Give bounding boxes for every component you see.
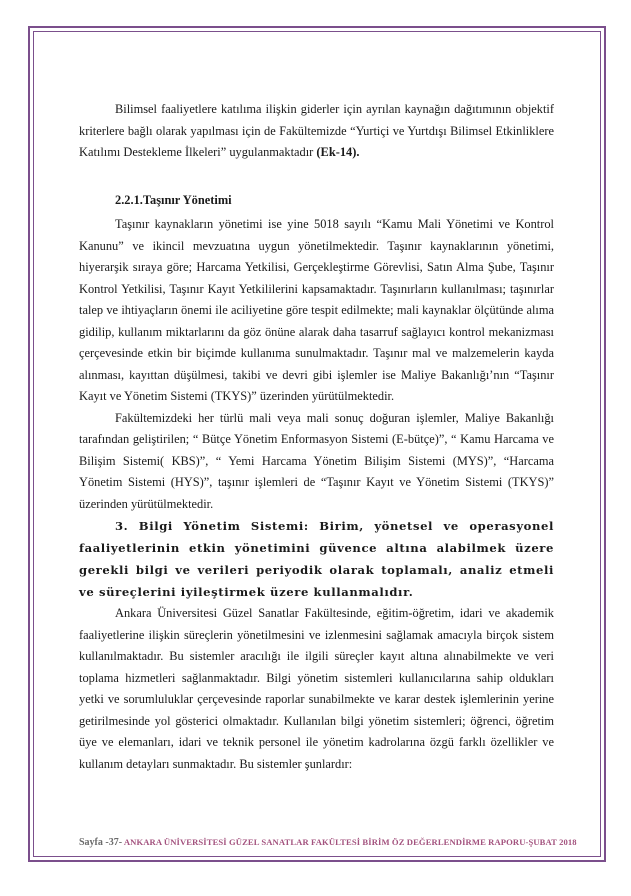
annex-reference: (Ek-14). [316,145,360,159]
paragraph-financial-systems: Fakültemizdeki her türlü mali veya mali sonuç doğuran işlemler, Maliye Bakanlığı tarafından geliştirilen; “ Bütçe Yönetim Enformasyon Sistemi (E-bütçe)”, “ Kamu Harcama ve Bilişim Sistemi( KBS)”, “ Yemi Harcama Yönetim Bilişim Sistemi (MYS)”, “Harcama Yönetim Sistemi (HYS)”, taşınır işlemleri de “Taşınır Kayıt ve Yönetim Sistemi (TKYS)” üzerinden yürütülmektedir. [79,410,554,511]
section-heading-tasinir: 2.2.1.Taşınır Yönetimi [115,192,232,207]
report-title: ANKARA ÜNİVERSİTESİ GÜZEL SANATLAR FAKÜLTESİ BİRİM ÖZ DEĞERLENDİRME RAPORU-ŞUBAT 2018 [122,837,577,847]
page-footer [79,837,577,848]
paragraph-information-system-criterion: 3. Bilgi Yönetim Sistemi: Birim, yönetsel ve operasyonel faaliyetlerinin etkin yönetimini güvence altına alabilmek üzere gerekli bilgi ve verileri periyodik olarak toplamalı, analiz etmeli ve süreçlerini iyileştirmek üzere kullanmalıdır. [79,519,554,599]
paragraph-tasinir-management: Taşınır kaynakların yönetimi ise yine 5018 sayılı “Kamu Mali Yönetimi ve Kontrol Kanunu” ve ikincil mevzuatına uygun yönetilmektedir. Taşınır kaynaklarının yönetimi, hiyerarşik sıraya göre; Harcama Yetkilisi, Gerçekleştirme Görevlisi, Satın Alma Şube, Taşınır Kontrol Yetkilisi, Taşınır Kayıt Yetkililerini kapsamaktadır. Taşınırların kullanılması; taşınırlar talep ve ihtiyaçların önemi ile aciliyetine göre tespit edilmekte; mali kaynaklar ölçütünde alıma gidilip, kullanım miktarlarını da göz önüne alarak daha tasarruf sağlayıcı kontrol mekanizması çerçevesinde etkin bir biçimde kullanıma sunulmaktadır. Taşınır mal ve malzemelerin kayda alınması, kayıttan düşülmesi, takibi ve devri gibi işlemler ise Maliye Bakanlığı’nın “Taşınır Kayıt ve Yönetim Sistemi (TKYS)” üzerinden yürütülmektedir. [79,217,554,403]
page-number: Sayfa -37- [79,837,123,848]
document-body [79,99,554,775]
paragraph-scientific-activities: Bilimsel faaliyetlere katılıma ilişkin giderler için ayrılan kaynağın dağıtımının objektif kriterlere bağlı olarak yapılması için de Fakültemizde “Yurtiçi ve Yurtdışı Bilimsel Etkinliklere Katılımı Destekleme İlkeleri” uygulanmaktadır (Ek-14). [79,102,554,159]
paragraph-faculty-systems: Ankara Üniversitesi Güzel Sanatlar Fakültesinde, eğitim-öğretim, idari ve akademik faaliyetlerine ilişkin süreçlerin yönetilmesini ve izlenmesini sağlamak amacıyla birçok sistem kullanılmaktadır. Bu sistemler aracılığı ile ilgili süreçler kayıt altına alınabilmekte ve veri toplama hizmetleri sağlanmaktadır. Bilgi yönetim sistemleri kullanıcılarına sahip oldukları yetki ve sorumluluklar çerçevesinde raporlar sunabilmekte ve karar destek işlemlerinin yerine getirilmesinde yol gösterici olmaktadır. Kullanılan bilgi yönetim sistemleri; öğrenci, öğretim üye ve elemanları, idari ve teknik personel ile yönetim kadrolarına özgü farklı özellikler ve kullanım detayları sunmaktadır. Bu sistemler şunlardır: [79,606,554,771]
